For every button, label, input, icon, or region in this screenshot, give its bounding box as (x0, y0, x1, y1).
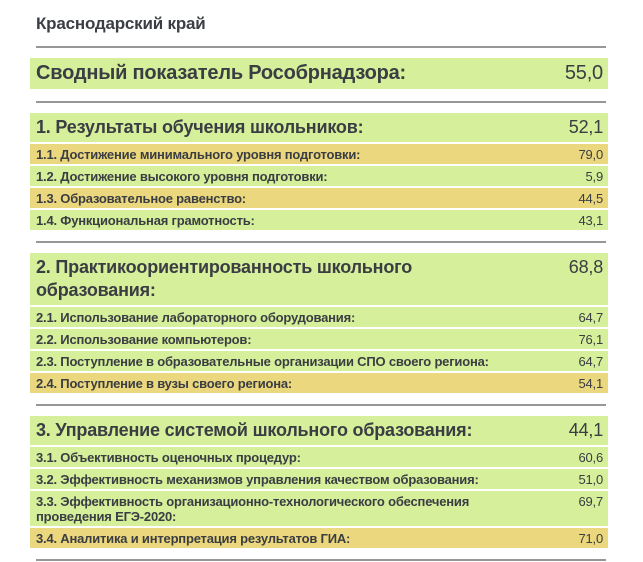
summary-label: Сводный показатель Рособрнадзора: (36, 62, 406, 84)
summary-value: 55,0 (564, 62, 603, 84)
indicator-label: 1.3. Образовательное равенство: (36, 190, 246, 206)
indicator-value: 64,7 (578, 309, 603, 325)
indicator-label: 3.1. Объективность оценочных процедур: (36, 449, 301, 465)
indicator-label: 1.2. Достижение высокого уровня подготовки: (36, 168, 328, 184)
indicator-label: 2.4. Поступление в вузы своего региона: (36, 375, 293, 391)
divider (36, 101, 606, 103)
indicator-row (30, 491, 608, 526)
indicator-label: 2.2. Использование компьютеров: (36, 331, 252, 347)
indicator-value: 79,0 (578, 146, 603, 162)
section-header (30, 253, 608, 305)
section-results (0, 113, 643, 230)
indicator-value: 60,6 (578, 449, 603, 465)
section-header (30, 113, 608, 142)
indicator-label: 1.1. Достижение минимального уровня подготовки: (36, 146, 361, 162)
indicator-label: 1.4. Функциональная грамотность: (36, 212, 255, 228)
indicator-value: 69,7 (578, 493, 603, 509)
divider (36, 559, 606, 561)
indicator-row (30, 188, 608, 208)
section-management (0, 416, 643, 548)
section-title: 3. Управление системой школьного образования: (36, 420, 473, 440)
indicator-value: 5,9 (585, 168, 603, 184)
section-value: 68,8 (568, 257, 603, 277)
indicator-label: 2.1. Использование лабораторного оборудования: (36, 309, 356, 325)
indicator-value: 76,1 (578, 331, 603, 347)
indicator-value: 44,5 (578, 190, 603, 206)
divider (36, 241, 606, 243)
indicator-row (30, 447, 608, 467)
indicator-row (30, 469, 608, 489)
summary-bar (30, 58, 608, 89)
divider (36, 404, 606, 406)
section-practice-orientation (0, 253, 643, 393)
indicator-row (30, 307, 608, 327)
indicator-row (30, 144, 608, 164)
indicator-value: 71,0 (578, 530, 603, 546)
indicator-row (30, 373, 608, 393)
indicator-label: 2.3. Поступление в образовательные организации СПО своего региона: (36, 353, 489, 369)
indicator-label: 3.2. Эффективность механизмов управления качеством образования: (36, 471, 479, 487)
page-title: Краснодарский край (36, 14, 206, 33)
indicator-value: 43,1 (578, 212, 603, 228)
section-title: 2. Практикоориентированность школьного образования: (36, 257, 412, 300)
indicator-row (30, 329, 608, 349)
indicator-row (30, 351, 608, 371)
section-value: 44,1 (568, 420, 603, 440)
section-value: 52,1 (568, 117, 603, 137)
indicator-value: 64,7 (578, 353, 603, 369)
indicator-row (30, 528, 608, 548)
section-title: 1. Результаты обучения школьников: (36, 117, 364, 137)
indicator-label: 3.4. Аналитика и интерпретация результатов ГИА: (36, 530, 351, 546)
section-header (30, 416, 608, 445)
indicator-row (30, 210, 608, 230)
divider (36, 46, 606, 48)
indicator-value: 54,1 (578, 375, 603, 391)
indicator-value: 51,0 (578, 471, 603, 487)
indicator-label: 3.3. Эффективность организационно-технологического обеспечения проведения ЕГЭ-2020: (36, 493, 470, 524)
indicator-row (30, 166, 608, 186)
